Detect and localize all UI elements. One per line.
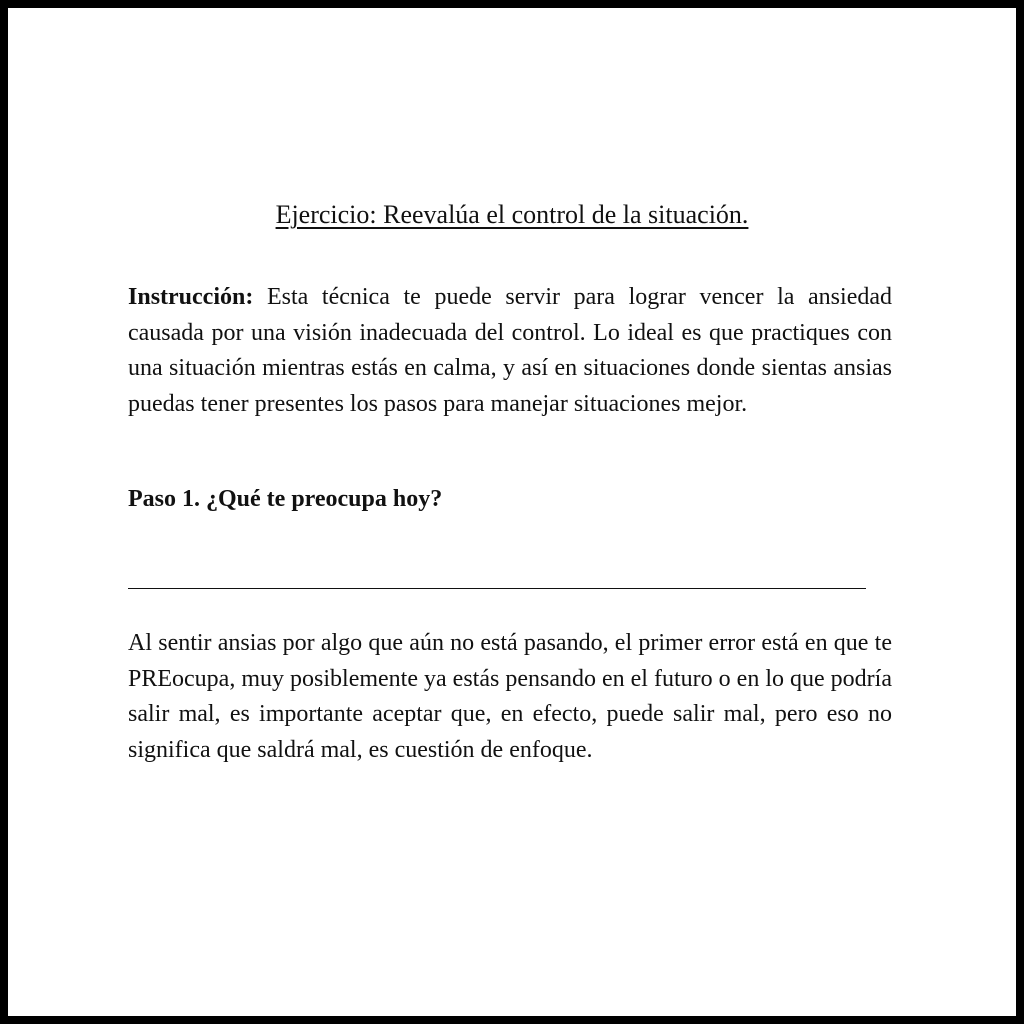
- answer-line: [128, 588, 866, 589]
- instruction-text: Esta técnica te puede servir para lograr vencer la ansiedad causada por una visión inadecuada del control. Lo ideal es que practiques con una situación mientras estás en calma, y así en situaciones donde sientas ansias puedas tener presentes los pasos para manejar situaciones mejor.: [128, 284, 892, 417]
- exercise-title: Ejercicio: Reevalúa el control de la situación.: [275, 200, 749, 229]
- instruction-paragraph: [128, 280, 892, 422]
- document-page: [8, 8, 1016, 1016]
- step-1-heading: Paso 1. ¿Qué te preocupa hoy?: [128, 486, 443, 512]
- instruction-label: Instrucción:: [128, 284, 254, 310]
- explanation-paragraph: Al sentir ansias por algo que aún no está pasando, el primer error está en que te PREocupa, muy posiblemente ya estás pensando en el futuro o en lo que podría salir mal, es importante aceptar que, en efecto, puede salir mal, pero eso no significa que saldrá mal, es cuestión de enfoque.: [128, 630, 892, 763]
